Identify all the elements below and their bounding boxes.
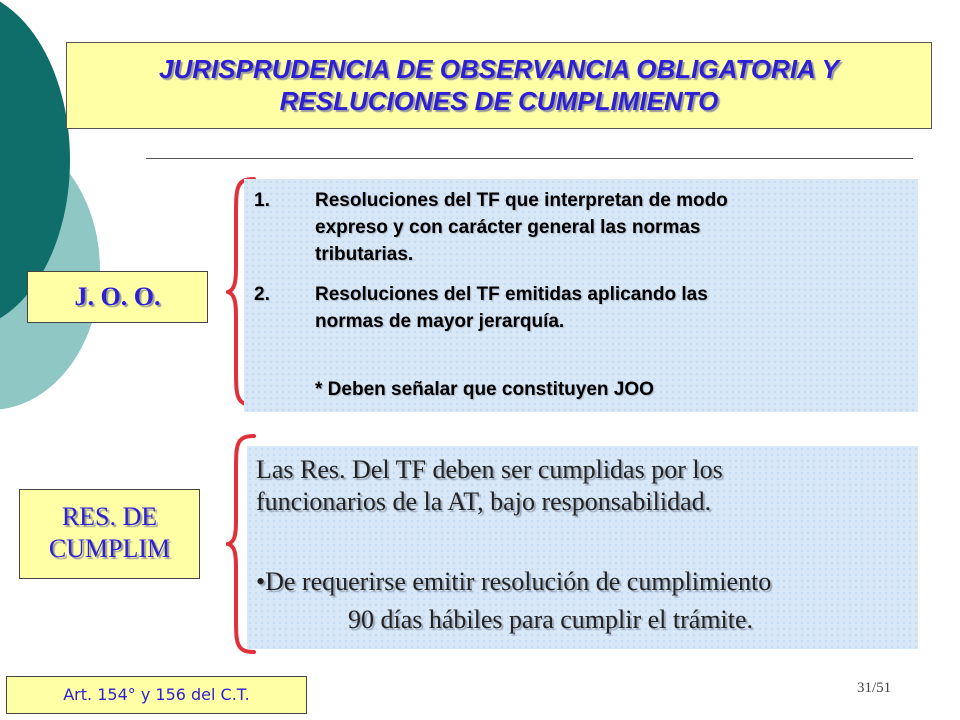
joo-item-2-number: 2. [254, 284, 270, 305]
horizontal-divider [146, 158, 913, 159]
article-reference: Art. 154° y 156 del C.T. [63, 685, 250, 704]
page-number: 31/51 [857, 680, 892, 696]
title-line-1: JURISPRUDENCIA DE OBSERVANCIA OBLIGATORIA Y [159, 54, 839, 84]
joo-item-1-text [315, 187, 915, 268]
res-bullet-line-2: 90 días hábiles para cumplir el trámite. [348, 605, 754, 634]
joo-item-2-text [315, 281, 915, 335]
joo-label-box [27, 271, 208, 323]
res-label-line-1: RES. DE [61, 502, 158, 531]
joo-note-text: * Deben señalar que constituyen JOO [315, 379, 654, 400]
joo-label: J. O. O. [74, 282, 161, 311]
res-paragraph-line-1: Las Res. Del TF deben ser cumplidas por los [256, 455, 723, 484]
joo-item-1-line-1: Resoluciones del TF que interpretan de modo [315, 190, 728, 211]
res-paragraph-line-2: funcionarios de la AT, bajo responsabilidad. [256, 487, 712, 516]
joo-item-2-line-1: Resoluciones del TF emitidas aplicando las [315, 284, 708, 305]
joo-item-1-line-2: expreso y con carácter general las normas [315, 217, 701, 238]
article-reference-box [6, 676, 307, 714]
joo-content-box [244, 179, 918, 412]
joo-item-2-line-2: normas de mayor jerarquía. [315, 311, 565, 332]
res-content-box [247, 446, 918, 649]
joo-item-1-number: 1. [254, 190, 270, 211]
res-bullet-line-1: •De requerirse emitir resolución de cumplimiento [256, 567, 772, 596]
title-box [66, 42, 932, 129]
joo-item-1-line-3: tributarias. [315, 244, 414, 265]
res-label-box [19, 489, 200, 579]
title-line-2: RESLUCIONES DE CUMPLIMIENTO [279, 86, 719, 116]
res-label-line-2: CUMPLIM [48, 534, 171, 563]
